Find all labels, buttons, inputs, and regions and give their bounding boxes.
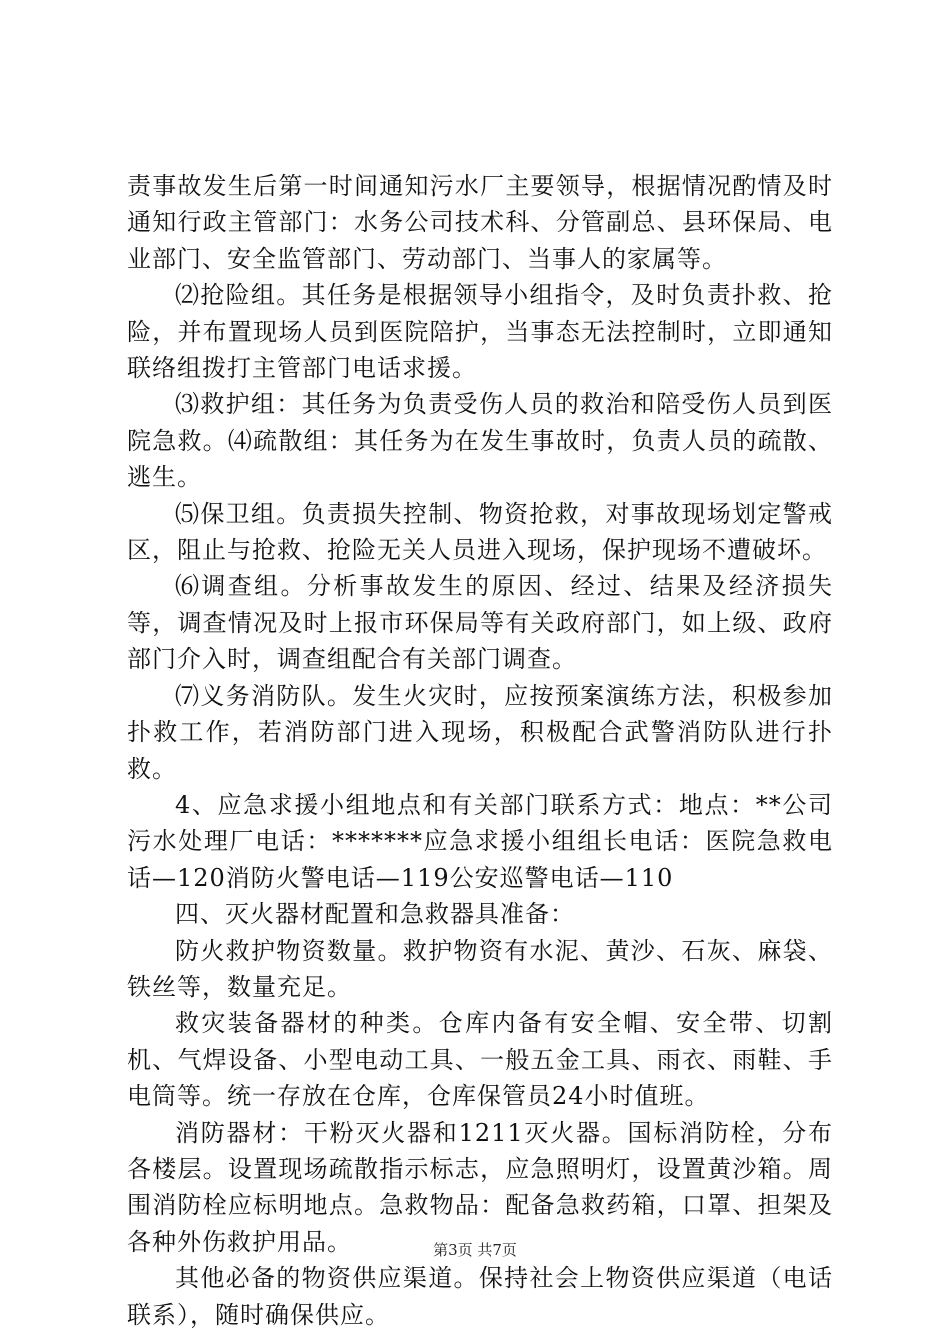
paragraph-continuation: 责事故发生后第一时间通知污水厂主要领导，根据情况酌情及时通知行政主管部门：水务公司技术科、分管副总、县环保局、电业部门、安全监管部门、劳动部门、当事人的家属等。 xyxy=(127,172,833,273)
paragraph-security-group: ⑸保卫组。负责损失控制、物资抢救，对事故现场划定警戒区，阻止与抢救、抢险无关人员进入现场，保护现场不遭破坏。 xyxy=(127,499,833,565)
paragraph-supplies: 防火救护物资数量。救护物资有水泥、黄沙、石灰、麻袋、铁丝等，数量充足。 xyxy=(127,936,833,1001)
paragraph-medical-evacuation-group: ⑶救护组：其任务为负责受伤人员的救治和陪受伤人员到医院急救。⑷疏散组：其任务为在发生事故时，负责人员的疏散、逃生。 xyxy=(127,390,833,492)
section-heading-equipment: 四、灭火器材配置和急救器具准备： xyxy=(175,900,575,929)
document-body xyxy=(127,168,833,1333)
paragraph-investigation-group: ⑹调查组。分析事故发生的原因、经过、结果及经济损失等，调查情况及时上报市环保局等有关政府部门，如上级、政府部门介入时，调查组配合有关部门调查。 xyxy=(127,572,833,674)
paragraph-rescue-group: ⑵抢险组。其任务是根据领导小组指令，及时负责扑救、抢险，并布置现场人员到医院陪护，当事态无法控制时，立即通知联络组拨打主管部门电话求援。 xyxy=(127,281,833,383)
paragraph-volunteer-fire-brigade: ⑺义务消防队。发生火灾时，应按预案演练方法，积极参加扑救工作，若消防部门进入现场，积极配合武警消防队进行扑救。 xyxy=(127,681,833,783)
paragraph-contact-info: 4、应急求援小组地点和有关部门联系方式：地点：**公司污水处理厂电话：*******应急求援小组组长电话：医院急救电话—120消防火警电话—119公安巡警电话—110 xyxy=(127,790,833,892)
page-number-footer: 第3页 共7页 xyxy=(433,1241,517,1259)
paragraph-fire-equipment: 消防器材：干粉灭火器和1211灭火器。国标消防栓，分布各楼层。设置现场疏散指示标志，应急照明灯，设置黄沙箱。周围消防栓应标明地点。急救物品：配备急救药箱，口罩、担架及各种外伤救护用品。 xyxy=(127,1118,833,1256)
paragraph-supply-channels: 其他必备的物资供应渠道。保持社会上物资供应渠道（电话联系），随时确保供应。 xyxy=(127,1264,833,1329)
paragraph-equipment-types: 救灾装备器材的种类。仓库内备有安全帽、安全带、切割机、气焊设备、小型电动工具、一般五金工具、雨衣、雨鞋、手电筒等。统一存放在仓库，仓库保管员24小时值班。 xyxy=(127,1009,833,1111)
